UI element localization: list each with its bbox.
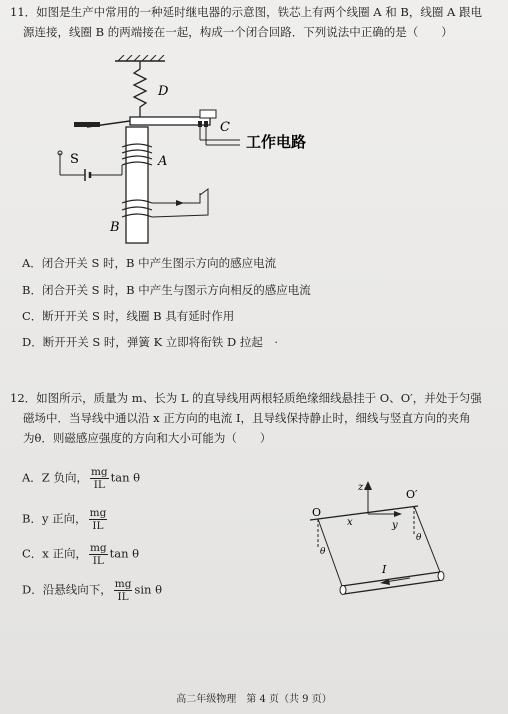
label-o: O <box>312 506 322 519</box>
label-a: A <box>158 154 168 169</box>
q12-option-c: C．x 正向， $\frac{mg}{IL}$ tan θ <box>22 542 140 567</box>
wire-suspension-diagram <box>300 478 460 608</box>
label-s: S <box>70 152 79 167</box>
label-current: I <box>382 563 387 576</box>
q12-stem-line3: 为θ．则磁感应强度的方向和大小可能为（ ） <box>23 431 272 445</box>
q11-option-a: A．闭合开关 S 时，B 中产生图示方向的感应电流 <box>22 256 277 270</box>
label-d: D <box>158 84 169 99</box>
q11-stem-line1: 11．如图是生产中常用的一种延时继电器的示意图，铁芯上有两个线圈 A 和 B，线圈 A 跟电 <box>10 5 482 19</box>
label-o-prime: O′ <box>406 488 418 501</box>
label-y: y <box>392 520 398 531</box>
label-theta-1: θ <box>320 547 326 557</box>
conductor-rod <box>340 572 444 595</box>
label-b: B <box>110 220 120 235</box>
q12-option-d: D．沿悬线向下， $\frac{mg}{IL}$ sin θ <box>22 578 162 603</box>
q11-option-d: D．断开开关 S 时，弹簧 K 立即将衔铁 D 拉起 · <box>22 335 278 349</box>
label-c: C <box>220 120 230 135</box>
work-circuit-label: 工作电路 <box>246 133 307 151</box>
q12-option-b: B．y 正向， $\frac{mg}{IL}$ <box>22 507 107 532</box>
question-11 <box>10 2 500 42</box>
q12-option-a: A．Z 负向， $\frac{mg}{IL}$ tan θ <box>22 466 141 491</box>
q11-option-b: B．闭合开关 S 时，B 中产生与图示方向相反的感应电流 <box>22 283 311 297</box>
relay-diagram <box>40 55 340 245</box>
q12-stem-line1: 12．如图所示，质量为 m、长为 L 的直导线用两根轻质绝缘细线悬挂于 O、O′，并处于匀强 <box>10 391 482 405</box>
label-z: z <box>358 482 364 493</box>
question-12 <box>10 388 500 448</box>
q11-option-c: C．断开开关 S 时，线圈 B 具有延时作用 <box>22 309 235 323</box>
q11-stem-line2: 源连接，线圈 B 的两端接在一起，构成一个闭合回路．下列说法中正确的是（ ） <box>23 25 453 39</box>
spring-k <box>134 61 146 117</box>
q12-stem-line2: 磁场中．当导线中通以沿 x 正方向的电流 I，且导线保持静止时，细线与竖直方向的夹角 <box>23 411 471 425</box>
label-theta-2: θ <box>416 533 422 543</box>
label-x: x <box>347 517 353 528</box>
page-footer: 高二年级物理 第 4 页（共 9 页） <box>176 694 332 705</box>
